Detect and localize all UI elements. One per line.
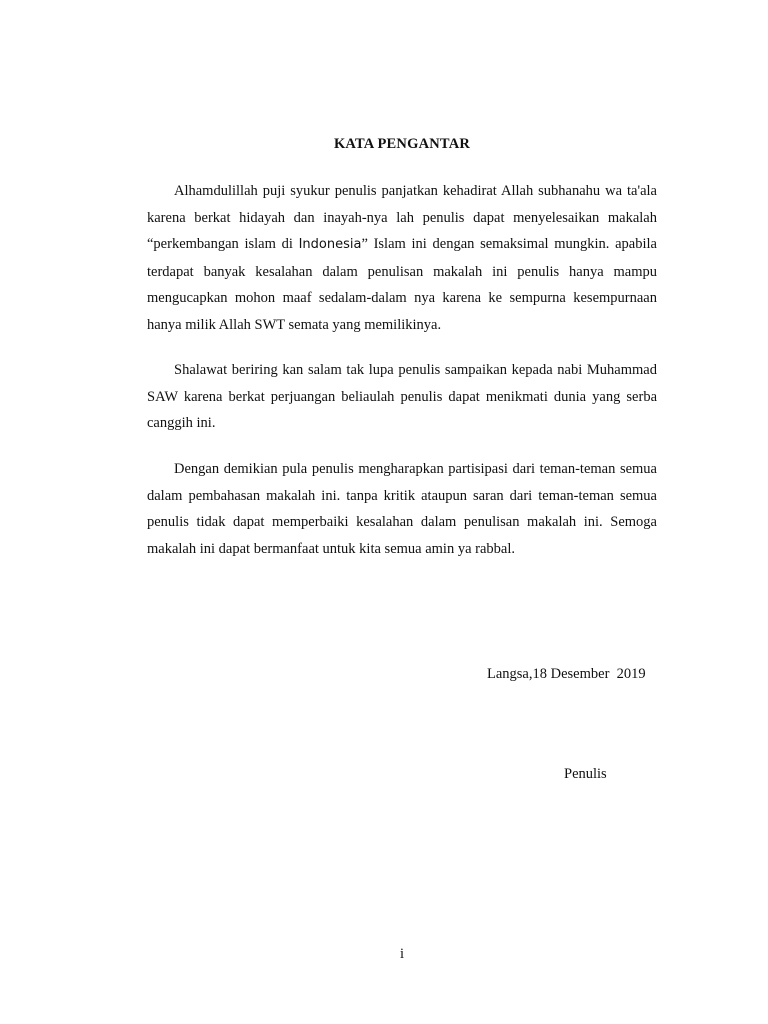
paragraph-1-inline-word: Indonesia (298, 237, 362, 253)
place-date: Langsa,18 Desember 2019 (487, 666, 646, 682)
paragraph-3-text: Dengan demikian pula penulis mengharapkan partisipasi dari teman-teman semua dalam pembahasan makalah ini. tanpa kritik ataupun saran dari teman-teman semua penulis tidak dapat memperbaiki kesalahan dalam penulisan makalah ini. Semoga makalah ini dapat bermanfaat untuk kita semua amin ya rabbal. (147, 461, 657, 557)
paragraph-1-part-1: Alhamdulillah puji syukur penulis panjatkan kehadirat Allah subhanahu wa ta'ala karena berkat hidayah dan inayah-nya lah penulis dapat menyelesaikan makalah “perkembangan islam di (147, 183, 657, 253)
paragraph-1-part-2: ” Islam ini dengan semaksimal mungkin. apabila terdapat banyak kesalahan dalam penulisan makalah ini penulis hanya mampu mengucapkan mohon maaf sedalam-dalam nya karena ke sempurna kesempurnaan hanya milik Allah SWT semata yang memilikinya. (147, 236, 657, 333)
author-signature: Penulis (564, 766, 607, 782)
paragraph-2 (147, 357, 657, 437)
page-number: i (399, 946, 405, 962)
paragraph-3 (147, 456, 657, 562)
paragraph-1 (147, 178, 657, 339)
paragraph-1-text (147, 178, 657, 339)
paragraph-2-text: Shalawat beriring kan salam tak lupa penulis sampaikan kepada nabi Muhammad SAW karena berkat perjuangan beliaulah penulis dapat menikmati dunia yang serba canggih ini. (147, 362, 657, 432)
page-title: KATA PENGANTAR (333, 136, 471, 152)
